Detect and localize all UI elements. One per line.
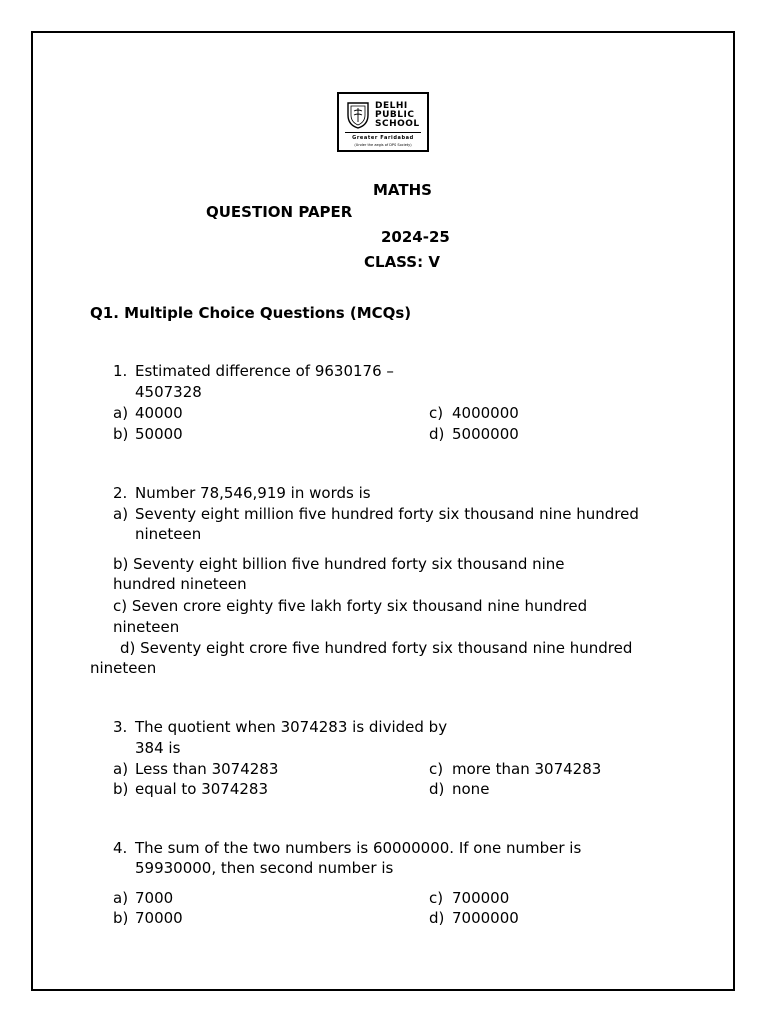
option-c: more than 3074283	[452, 760, 602, 778]
option-letter: b)	[113, 909, 129, 927]
option-letter: d)	[429, 425, 445, 443]
question-text-cont: 384 is	[135, 739, 181, 757]
school-logo	[337, 92, 429, 152]
question-text: Number 78,546,919 in words is	[135, 484, 371, 502]
option-b: b) Seventy eight billion five hundred forty six thousand nine	[113, 555, 565, 573]
question-text: Estimated difference of 9630176 –	[135, 362, 394, 380]
school-crest-icon	[345, 100, 371, 130]
option-letter: a)	[113, 505, 129, 523]
session-year: 2024-25	[381, 228, 450, 246]
logo-text-delhi: DELHI	[375, 101, 408, 111]
logo-text-school: SCHOOL	[375, 119, 420, 129]
option-c: c) Seven crore eighty five lakh forty six thousand nine hundred	[113, 597, 588, 615]
option-a-cont: nineteen	[135, 525, 202, 543]
subject-title: MATHS	[373, 181, 432, 199]
option-letter: b)	[113, 780, 129, 798]
paper-title: QUESTION PAPER	[206, 203, 353, 221]
option-b: 70000	[135, 909, 183, 927]
question-number: 1.	[113, 362, 128, 380]
option-d: 5000000	[452, 425, 519, 443]
option-a: 7000	[135, 889, 174, 907]
option-b: 50000	[135, 425, 183, 443]
option-b: equal to 3074283	[135, 780, 269, 798]
option-c-cont: nineteen	[113, 618, 180, 636]
option-d-cont: nineteen	[90, 659, 157, 677]
option-c: 700000	[452, 889, 510, 907]
option-a: Seventy eight million five hundred forty six thousand nine hundred	[135, 505, 639, 523]
question-number: 2.	[113, 484, 128, 502]
option-letter: c)	[429, 404, 444, 422]
option-a: 40000	[135, 404, 183, 422]
option-d: 7000000	[452, 909, 519, 927]
section-title: Q1. Multiple Choice Questions (MCQs)	[90, 304, 412, 322]
logo-subtitle: Greater Faridabad	[352, 135, 414, 141]
option-d: none	[452, 780, 490, 798]
question-number: 3.	[113, 718, 128, 736]
option-letter: a)	[113, 760, 129, 778]
option-letter: c)	[429, 760, 444, 778]
option-letter: a)	[113, 404, 129, 422]
logo-tagline: (Under the aegis of DPS Society)	[354, 143, 412, 147]
question-text-cont: 4507328	[135, 383, 202, 401]
class-label: CLASS: V	[364, 253, 440, 271]
option-letter: d)	[429, 780, 445, 798]
question-text: The quotient when 3074283 is divided by	[135, 718, 448, 736]
option-c: 4000000	[452, 404, 519, 422]
option-letter: d)	[429, 909, 445, 927]
option-d: d) Seventy eight crore five hundred forty six thousand nine hundred	[120, 639, 633, 657]
question-text: The sum of the two numbers is 60000000. If one number is	[135, 839, 582, 857]
option-a: Less than 3074283	[135, 760, 279, 778]
option-letter: a)	[113, 889, 129, 907]
question-number: 4.	[113, 839, 128, 857]
option-letter: b)	[113, 425, 129, 443]
logo-divider	[345, 132, 421, 133]
logo-text-public: PUBLIC	[375, 110, 415, 120]
option-letter: c)	[429, 889, 444, 907]
question-text-cont: 59930000, then second number is	[135, 859, 394, 877]
option-b-cont: hundred nineteen	[113, 575, 247, 593]
